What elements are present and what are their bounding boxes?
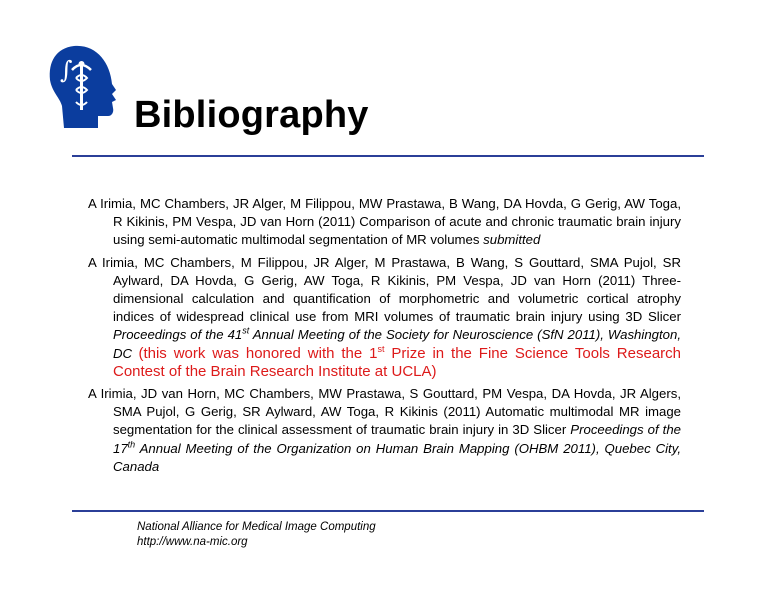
award-note: (this work was honored with the 1st Prize in the Fine Science Tools Research Contest of the Brain Research Institute at UCLA) — [113, 343, 681, 380]
reference-text: A Irimia, JD van Horn, MC Chambers, MW Prastawa, S Gouttard, PM Vespa, DA Hovda, JR Algers, SMA Pujol, G Gerig, SR Aylward, AW Toga, R Kikinis (2011) Automatic multimodal MR image segmentation for the clinical assessment of traumatic brain injury in 3D Slicer — [88, 386, 681, 438]
slicer-logo-icon — [46, 42, 126, 132]
footer — [137, 520, 376, 550]
reference-text: A Irimia, MC Chambers, M Filippou, JR Alger, M Prastawa, B Wang, S Gouttard, SMA Pujol, SR Aylward, DA Hovda, G Gerig, AW Toga, R Kikinis, PM Vespa, JD van Horn (2011) Three-dimensional calculation and quantification of morphometric and volumetric cortical atrophy indices of widespread clinical use from MRI volumes of traumatic brain injury using 3D Slicer — [88, 254, 681, 325]
bibliography-list — [88, 195, 681, 480]
reference-text: A Irimia, MC Chambers, JR Alger, M Filippou, MW Prastawa, B Wang, DA Hovda, G Gerig, AW Toga, R Kikinis, PM Vespa, JD van Horn (2011) Comparison of acute and chronic traumatic brain injury using semi-automatic multimodal segmentation of MR volumes — [88, 196, 681, 248]
header-divider — [72, 155, 704, 157]
footer-org: National Alliance for Medical Image Computing — [137, 521, 376, 533]
page-title: Bibliography — [134, 94, 369, 136]
reference-venue: Proceedings of the 17th Annual Meeting of the Organization on Human Brain Mapping (OHBM 2011), Quebec City, Canada — [113, 422, 681, 474]
footer-divider — [72, 510, 704, 512]
reference-item — [88, 195, 681, 250]
reference-item — [88, 254, 681, 381]
footer-url: http://www.na-mic.org — [137, 536, 248, 548]
reference-item — [88, 385, 681, 476]
reference-status: submitted — [483, 232, 541, 248]
reference-venue: Proceedings of the 41st Annual Meeting of the Society for Neuroscience (SfN 2011), Washington, DC — [113, 326, 681, 361]
svg-text:∫: ∫ — [60, 56, 73, 84]
